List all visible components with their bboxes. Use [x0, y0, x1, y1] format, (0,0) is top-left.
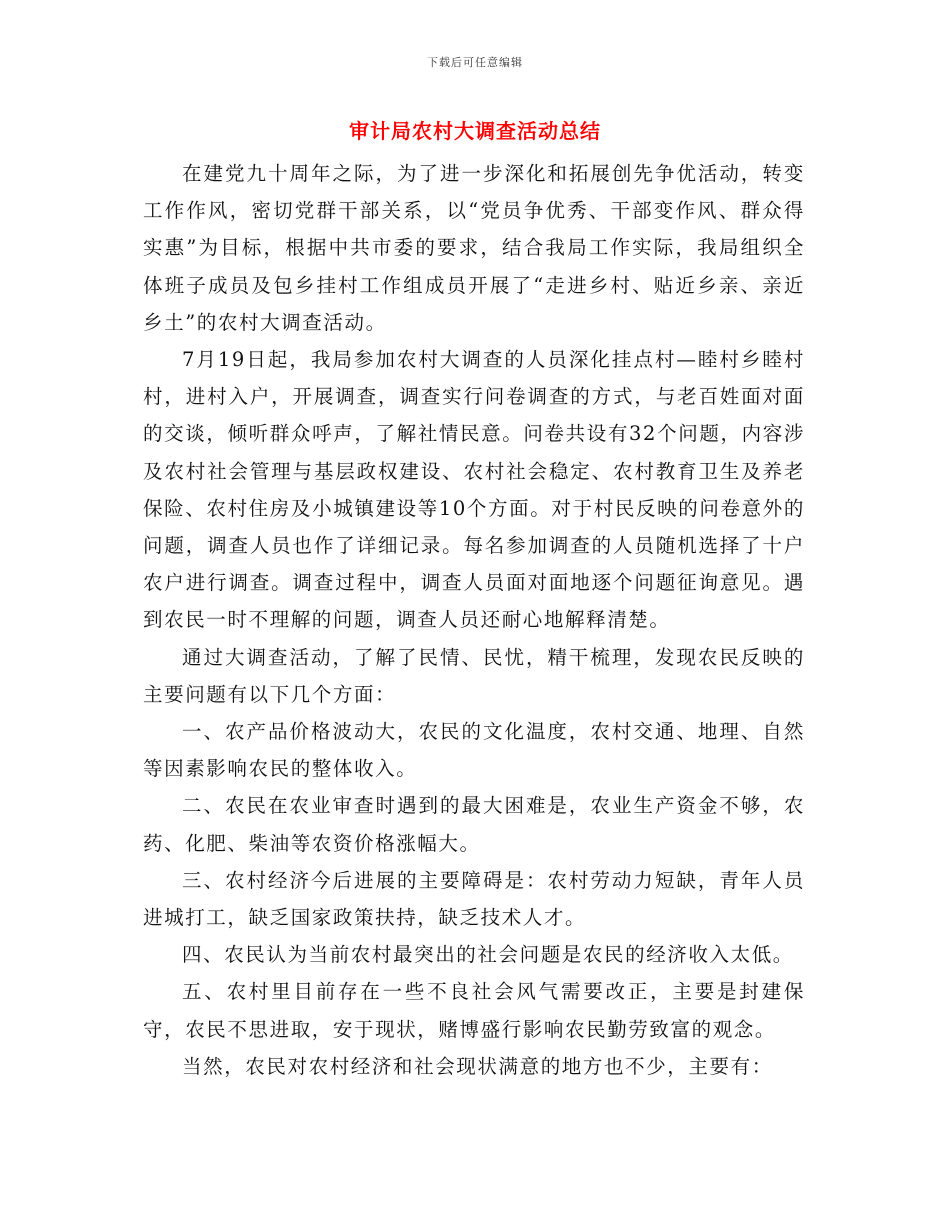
- paragraph: 一、农产品价格波动大，农民的文化温度，农村交通、地理、自然等因素影响农民的整体收入。: [143, 720, 805, 781]
- paragraph: 通过大调查活动，了解了民情、民忧，精干梳理，发现农民反映的主要问题有以下几个方面：: [143, 645, 805, 706]
- paragraph: 7月19日起，我局参加农村大调查的人员深化挂点村—睦村乡睦村村，进村入户，开展调查，调查实行问卷调查的方式，与老百姓面对面的交谈，倾听群众呼声，了解社情民意。问卷共设有32个问题，内容涉及农村社会管理与基层政权建设、农村社会稳定、农村教育卫生及养老保险、农村住房及小城镇建设等10个方面。对于村民反映的问卷意外的问题，调查人员也作了详细记录。每名参加调查的人员随机选择了十户农户进行调查。调查过程中，调查人员面对面地逐个问题征询意见。遇到农民一时不理解的问题，调查人员还耐心地解释清楚。: [143, 348, 805, 632]
- paragraph: 五、农村里目前存在一些不良社会风气需要改正，主要是封建保守，农民不思进取，安于现状，赌博盛行影响农民勤劳致富的观念。: [143, 980, 805, 1041]
- paragraph: 三、农村经济今后进展的主要障碍是：农村劳动力短缺，青年人员进城打工，缺乏国家政策扶持，缺乏技术人才。: [143, 868, 805, 930]
- paragraph: 在建党九十周年之际，为了进一步深化和拓展创先争优活动，转变工作作风，密切党群干部关系，以“党员争优秀、干部变作风、群众得实惠”为目标，根据中共市委的要求，结合我局工作实际，我局组织全体班子成员及包乡挂村工作组成员开展了“走进乡村、贴近乡亲、亲近乡土”的农村大调查活动。: [143, 162, 805, 334]
- paragraph: 二、农民在农业审查时遇到的最大困难是，农业生产资金不够，农药、化肥、柴油等农资价格涨幅大。: [143, 794, 805, 855]
- paragraph: 当然，农民对农村经济和社会现状满意的地方也不少，主要有：: [182, 1054, 773, 1078]
- document-body: [143, 155, 805, 1085]
- document-title: 审计局农村大调查活动总结: [349, 119, 601, 143]
- paragraph: 四、农民认为当前农村最突出的社会问题是农民的经济收入太低。: [182, 943, 794, 967]
- header-note: 下载后可任意编辑: [427, 56, 523, 69]
